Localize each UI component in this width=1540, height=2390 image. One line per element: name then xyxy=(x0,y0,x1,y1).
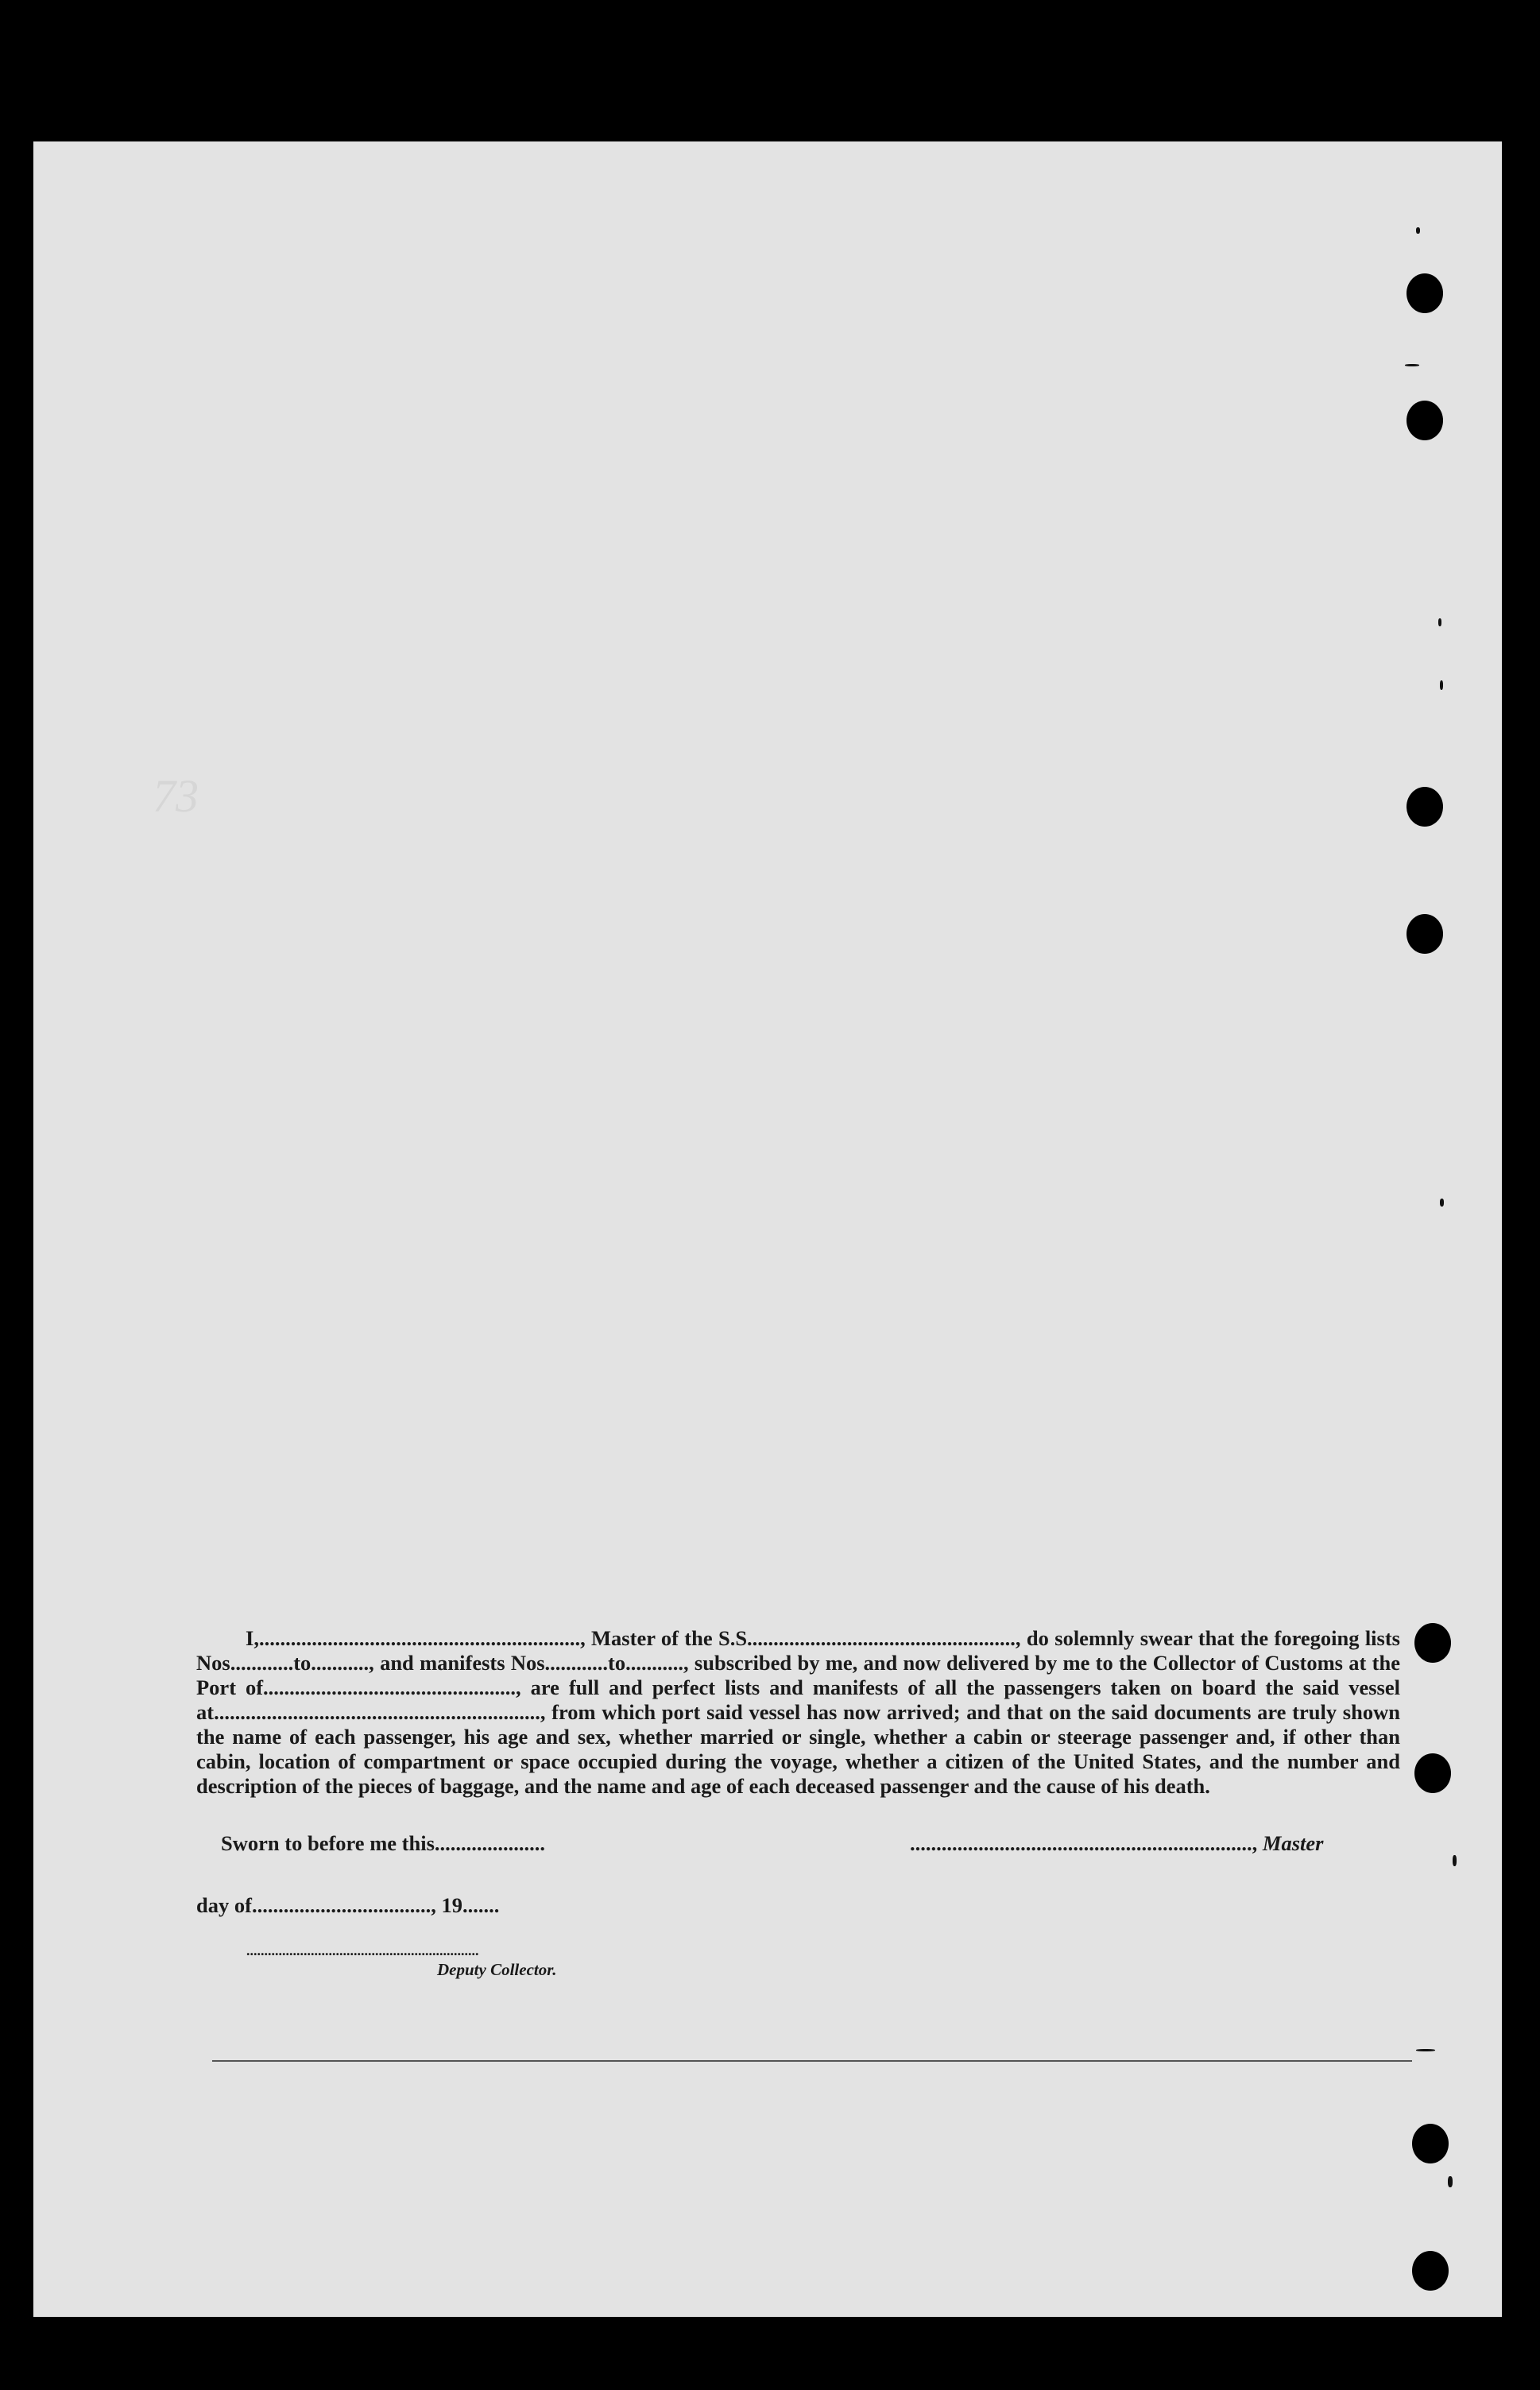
punch-hole xyxy=(1412,2251,1449,2291)
speck-mark xyxy=(1416,227,1420,234)
master-label: Master xyxy=(1262,1831,1324,1855)
master-signature-line xyxy=(910,1831,1323,1856)
deputy-collector-label: Deputy Collector. xyxy=(437,1960,557,1979)
punch-hole xyxy=(1407,401,1443,440)
speck-mark xyxy=(1440,1199,1444,1207)
punch-hole xyxy=(1414,1623,1451,1663)
punch-hole xyxy=(1412,2124,1449,2163)
master-dots: ................................................................., xyxy=(910,1831,1258,1855)
horizontal-rule xyxy=(212,2060,1412,2062)
punch-hole xyxy=(1414,1753,1451,1793)
master-oath-paragraph xyxy=(196,1626,1400,1799)
faint-bleed-through-number: 73 xyxy=(153,770,199,822)
speck-mark xyxy=(1453,1855,1457,1866)
speck-mark xyxy=(1416,2049,1435,2051)
punch-hole xyxy=(1407,787,1443,827)
oath-text: I,............................................................., Master of the S.S..................................................., do solemnly swear that the foregoing lists Nos............to..........., and manifests Nos............to..........., subscribed by me, and now delivered by me to the Collector of Customs at the Port of................................................, are full and perfect lists and manifests of all the passengers taken on board the said vessel at.............................................................., from which port said vessel has now arrived; and that on the said documents are truly shown the name of each passenger, his age and sex, whether married or single, whether a cabin or steerage passenger and, if other than cabin, location of compartment or space occupied during the voyage, whether a citizen of the United States, and the number and description of the pieces of baggage, and the name and age of each deceased passenger and the cause of his death. xyxy=(196,1626,1400,1798)
deputy-collector-signature xyxy=(246,1943,479,1959)
deputy-dots: ................................................................. xyxy=(246,1943,479,1958)
day-text: day of.................................., 19....... xyxy=(196,1893,500,1917)
speck-mark xyxy=(1405,364,1419,366)
sworn-text: Sworn to before me this..................... xyxy=(221,1831,546,1855)
punch-hole xyxy=(1407,273,1443,313)
speck-mark xyxy=(1448,2176,1453,2187)
sworn-before-line xyxy=(221,1831,545,1856)
day-line xyxy=(196,1893,499,1918)
speck-mark xyxy=(1438,618,1441,626)
document-page xyxy=(33,141,1502,2317)
punch-hole xyxy=(1407,914,1443,954)
speck-mark xyxy=(1440,680,1443,690)
